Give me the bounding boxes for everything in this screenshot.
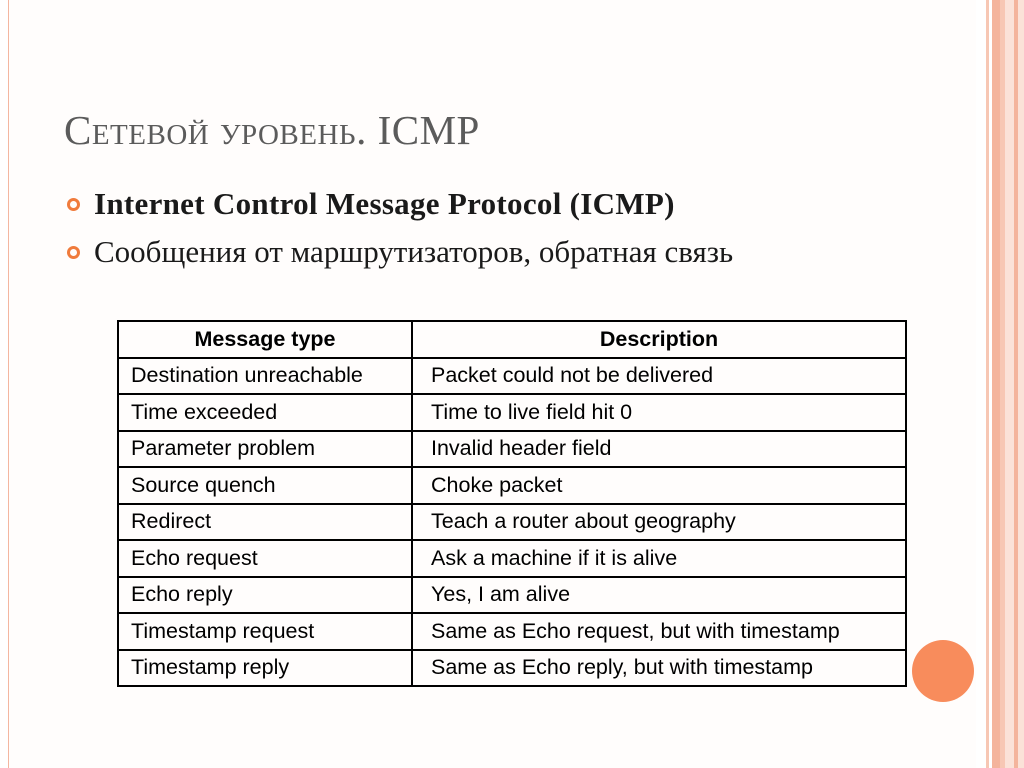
- description-cell: Same as Echo reply, but with timestamp: [412, 650, 906, 687]
- message-type-cell: Echo request: [118, 540, 412, 577]
- message-type-cell: Echo reply: [118, 577, 412, 614]
- header-description: Description: [412, 321, 906, 358]
- message-type-cell: Timestamp request: [118, 613, 412, 650]
- description-cell: Ask a machine if it is alive: [412, 540, 906, 577]
- table-row: [118, 540, 906, 577]
- decorative-stripes: [976, 0, 1024, 768]
- icmp-message-table: [117, 320, 907, 687]
- bullet-marker-icon: [67, 246, 80, 259]
- description-cell: Time to live field hit 0: [412, 394, 906, 431]
- message-type-cell: Source quench: [118, 467, 412, 504]
- message-type-cell: Timestamp reply: [118, 650, 412, 687]
- table-row: [118, 467, 906, 504]
- slide-title: Сетевой уровень. ICMP: [64, 107, 480, 153]
- bullet-item: [66, 184, 866, 224]
- bullet-text: Сообщения от маршрутизаторов, обратная связь: [94, 234, 734, 269]
- bullet-marker-icon: [67, 198, 80, 211]
- message-type-cell: Time exceeded: [118, 394, 412, 431]
- header-message-type: Message type: [118, 321, 412, 358]
- message-type-cell: Destination unreachable: [118, 358, 412, 395]
- description-cell: Teach a router about geography: [412, 504, 906, 541]
- message-type-cell: Parameter problem: [118, 431, 412, 468]
- table-row: [118, 394, 906, 431]
- description-cell: Invalid header field: [412, 431, 906, 468]
- table-row: [118, 613, 906, 650]
- description-cell: Yes, I am alive: [412, 577, 906, 614]
- bullet-item: [66, 232, 866, 272]
- bullet-text: Internet Control Message Protocol (ICMP): [94, 186, 675, 221]
- description-cell: Same as Echo request, but with timestamp: [412, 613, 906, 650]
- bullet-list: [66, 184, 866, 280]
- table-row: [118, 358, 906, 395]
- message-type-cell: Redirect: [118, 504, 412, 541]
- table-row: [118, 431, 906, 468]
- table-row: [118, 650, 906, 687]
- table-row: [118, 577, 906, 614]
- decorative-circle: [912, 640, 974, 702]
- table-row: [118, 504, 906, 541]
- description-cell: Packet could not be delivered: [412, 358, 906, 395]
- table-header-row: [118, 321, 906, 358]
- description-cell: Choke packet: [412, 467, 906, 504]
